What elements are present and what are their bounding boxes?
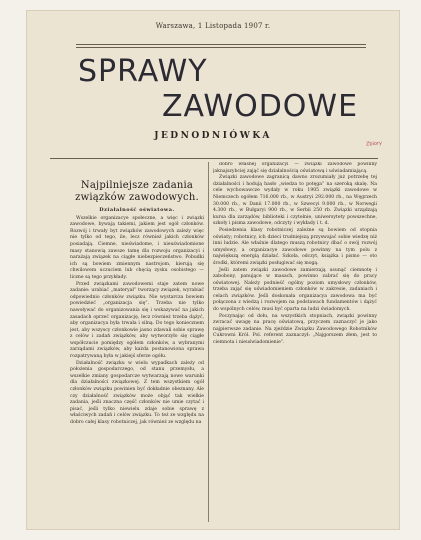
- headline-line2: związków zawodowych.: [75, 192, 199, 203]
- paragraph: Wszelkie organizacye społeczne, a więc i związki zawodowe, bywają takiemi, jakiem jest ogół członków. Rozwój i trwały byt związków zawodowych zależy więc nie tylko od tego, ile, lecz również jakich członków posiadają. Ciemne, nieświadome, i nieuświadomione masy stanowią zawsze tamę dla rozwoju organizacyi i narażają związek na ciągłe niebezpieczeństwo. Pobudki ich są bowiem zmiennym nastrojom, kierują się chwilowem uczuciem lub chęcią zysku osobistego — liczne są tego przykłady.: [70, 215, 204, 280]
- paragraph: Działalność związku w wielu wypadkach zależy od położenia gospodarczego, od stanu przemysłu, a wszelkie zmiany gospodarcze wytwarzają nowe warunki dla działalności związkowej. Z tem wszystkiem ogół członków związku powinien być dokładnie obeznany. Ale czy działalność związków może objąć tak wielkie zadania, jeśli znaczna część członków nie umie czytać i pisać, jeśli tylko niewielu zdaje sobie sprawę z właściwych zadań i celów związku. To też ze względu na dobro całej klasy robotniczej, jak również ze względu na: [70, 360, 204, 425]
- headline-line1: Najpilniejsze zadania: [80, 180, 194, 191]
- library-stamp: Zbiory: [365, 140, 383, 148]
- paragraph: Jeśli zatem związki zawodowe zamierzają usunąć ciemnotę i zabobony, panujące w masach, powinno zabrać się do pracy oświatowej. Należy podnieść ogólny poziom umysłowy członków, trzeba zająć się uświadomieniem członków w zakresie, zadaniach i celach związków. Jeśli doskonała organizacya zawodowa ma być połączona z wiedzą i rozwojem na podstawach fundamentów i dążyć do wspólnych celów, musi być oparta na ludzi świadomych.: [213, 267, 377, 313]
- header-divider: [50, 158, 378, 159]
- newspaper-page: [26, 10, 400, 530]
- issue-date: Warszawa, 1 Listopada 1907 r.: [155, 22, 271, 30]
- paragraph: dobro własnej organizacyi — związki zawodowe powinny jaknajszybciej zająć się działalnością oświatową i uświadamiającą.: [213, 162, 377, 174]
- section-heading: Działalność oświatowa.: [99, 207, 175, 213]
- article-headline: [70, 180, 204, 204]
- masthead-title-line2: ZAWODOWE: [162, 89, 359, 124]
- masthead-rule-top: [76, 44, 366, 45]
- paragraph: Związki zawodowe zagranicą dawno zrozumiały już potrzebę tej działalności i hodują hasło „wiedza to potęga” na szeroką skalę. Na cele wychowawcze wydały w roku 1905 związki zawodowe w Niemczech ogółem 716.000 rb., w Austryi 292.000 rb., na Węgrzech 30.000 rb., w Danii 17.000 rb., w Szwecyi 9.000 rb., w Norwegii 4.300 rb., w Bułgaryi 900 rb., w Serbii 250 rb. Związki urządzają kursa dla zarządów, biblioteki i czytelnie, uniwersytety powszechne, szkoły i pisma zawodowe, odczyty i wykłady i t. d.: [213, 175, 377, 227]
- masthead-title-line1: SPRAWY: [78, 54, 208, 89]
- masthead-subtitle: JEDNODNIÓWKA: [154, 131, 272, 141]
- paragraph: Posiedzenia klasy robotniczej zależne są bowiem od stopnia oświaty; robotnicy, ich dzieci trudniejszą przyswajać sobie wiedzę niż inni ludzie. Ale właśnie dlatego muszą robotnicy dbać o swój rozwój umysłowy, a organizacye zawodowe powinny na tym polu z największą energią działać. Szkoła, odczyt, książka i pismo — oto środki, któremi związki posługiwać się mogą.: [213, 227, 377, 266]
- paragraph: Poczynając od dołu, na wszystkich stopniach, związki powinny zwracać uwagę na pracę oświatową, przyczem zaznaczyć je jako najpierwsze zadanie. Na zjeździe Związku Zawodowego Robotników Cukrowni Król. Pol. referent zaznaczył: „Najgorszem złem, jest to ciemnota i nieuświadomienie”.: [213, 313, 377, 346]
- paragraph: Przed związkami zawodowemi staje zatem nowe zadanie: urabiać „materyał” tworzący związek, wyrabiać odpowiednio członków związku. Nie wystarcza bowiem powiedzieć „organizacja się”. Trzeba nie tylko nawoływać do organizowania się i wskazywać na jakich zasadach oprzeć organizację, lecz również trzeba dążyć, aby organizacya była trwała i silną. Do tego koniecznem jest, aby wszyscy członkowie jasno zdawali sobie sprawę z celów i zadań związków, aby wytworzyło się ciągłe współczucie pomiędzy ogółem członków, a wybranymi zarządami związków, aby każda postanowiona sprawa rozpatrywaną była w jakiejś sferze ogółu.: [70, 281, 204, 360]
- article-column-right: [213, 162, 377, 522]
- column-divider: [208, 162, 209, 522]
- article-column-left: [70, 162, 204, 522]
- masthead-rule-bottom: [76, 47, 366, 48]
